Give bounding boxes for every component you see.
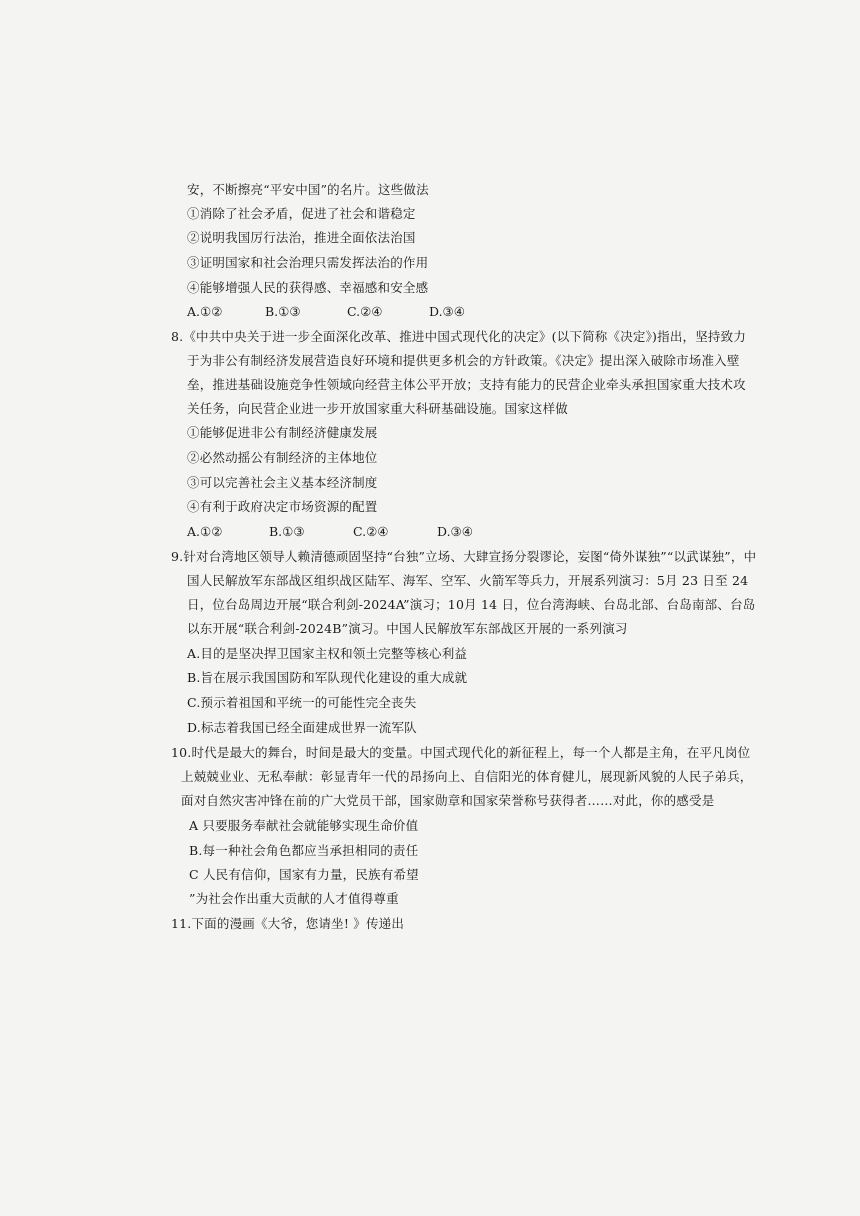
q9-stem-line-3: 日，位台岛周边开展“联合利剑-2024A”演习；10月 14 日，位台湾海峡、台岛北部、台岛南部、台岛 bbox=[187, 597, 756, 612]
q7-statement-2: ②说明我国厉行法治，推进全面依法治国 bbox=[187, 230, 416, 245]
q9-stem-line-4: 以东开展“联合利剑-2024B”演习。中国人民解放军东部战区开展的一系列演习 bbox=[187, 621, 628, 636]
q10-option-a: A 只要服务奉献社会就能够实现生命价值 bbox=[189, 818, 419, 833]
q8-stem-line-4: 关任务，向民营企业进一步开放国家重大科研基础设施。国家这样做 bbox=[187, 401, 569, 416]
q7-statement-4: ④能够增强人民的获得感、幸福感和安全感 bbox=[187, 280, 429, 295]
q8-stem-line-1: 8.《中共中央关于进一步全面深化改革、推进中国式现代化的决定》(以下简称《决定》)指出，坚持致力 bbox=[171, 329, 747, 344]
q9-option-b: B.旨在展示我国国防和军队现代化建设的重大成就 bbox=[187, 670, 468, 685]
q7-option-c: C.②④ bbox=[347, 304, 383, 319]
q7-stem-continuation: 安，不断擦亮“平安中国”的名片。这些做法 bbox=[187, 182, 429, 197]
q8-option-d: D.③④ bbox=[437, 524, 473, 539]
q10-option-d: ”为社会作出重大贡献的人才值得尊重 bbox=[189, 891, 399, 906]
q8-option-c: C.②④ bbox=[353, 524, 389, 539]
q8-statement-1: ①能够促进非公有制经济健康发展 bbox=[187, 425, 378, 440]
q8-statement-3: ③可以完善社会主义基本经济制度 bbox=[187, 475, 378, 490]
q7-options bbox=[187, 304, 465, 320]
q9-option-d: D.标志着我国已经全面建成世界一流军队 bbox=[187, 720, 417, 735]
q7-option-a: A.①② bbox=[187, 304, 223, 319]
q8-options bbox=[187, 524, 473, 540]
q10-stem-line-2: 上兢兢业业、无私奉献：彰显青年一代的昂扬向上、自信阳光的体育健儿，展现新风貌的人民子弟兵， bbox=[181, 769, 753, 784]
q9-option-c: C.预示着祖国和平统一的可能性完全丧失 bbox=[187, 695, 417, 710]
q8-option-a: A.①② bbox=[187, 524, 223, 539]
q8-stem-line-2: 于为非公有制经济发展营造良好环境和提供更多机会的方针政策。《决定》提出深入破除市场准入壁 bbox=[187, 353, 740, 368]
q10-stem-line-3: 面对自然灾害冲锋在前的广大党员干部，国家勋章和国家荣誉称号获得者……对此，你的感受是 bbox=[181, 793, 715, 808]
q10-stem-line-1: 10.时代是最大的舞台，时间是最大的变量。中国式现代化的新征程上，每一个人都是主角，在平凡岗位 bbox=[171, 745, 751, 760]
q9-stem-line-2: 国人民解放军东部战区组织战区陆军、海军、空军、火箭军等兵力，开展系列演习：5月 23 日至 24 bbox=[187, 573, 749, 588]
q9-stem-line-1: 9.针对台湾地区领导人赖清德顽固坚持“台独”立场、大肆宣扬分裂谬论，妄图“倚外谋独”“以武谋独”，中 bbox=[171, 549, 757, 564]
q7-option-b: B.①③ bbox=[265, 304, 301, 319]
q8-statement-2: ②必然动摇公有制经济的主体地位 bbox=[187, 450, 378, 465]
q9-option-a: A.目的是坚决捍卫国家主权和领土完整等核心利益 bbox=[187, 646, 468, 661]
q7-option-d: D.③④ bbox=[429, 304, 465, 319]
q8-statement-4: ④有利于政府决定市场资源的配置 bbox=[187, 499, 378, 514]
q11-stem-line-1: 11.下面的漫画《大爷，您请坐! 》传递出 bbox=[171, 916, 405, 931]
q10-option-c: C 人民有信仰，国家有力量，民族有希望 bbox=[189, 867, 419, 882]
q7-statement-1: ①消除了社会矛盾，促进了社会和谐稳定 bbox=[187, 206, 416, 221]
q7-statement-3: ③证明国家和社会治理只需发挥法治的作用 bbox=[187, 255, 429, 270]
q8-stem-line-3: 垒，推进基础设施竞争性领域向经营主体公平开放；支持有能力的民营企业牵头承担国家重大技术攻 bbox=[187, 377, 746, 392]
q8-option-b: B.①③ bbox=[269, 524, 305, 539]
q10-option-b: B.每一种社会角色都应当承担相同的责任 bbox=[189, 843, 419, 858]
